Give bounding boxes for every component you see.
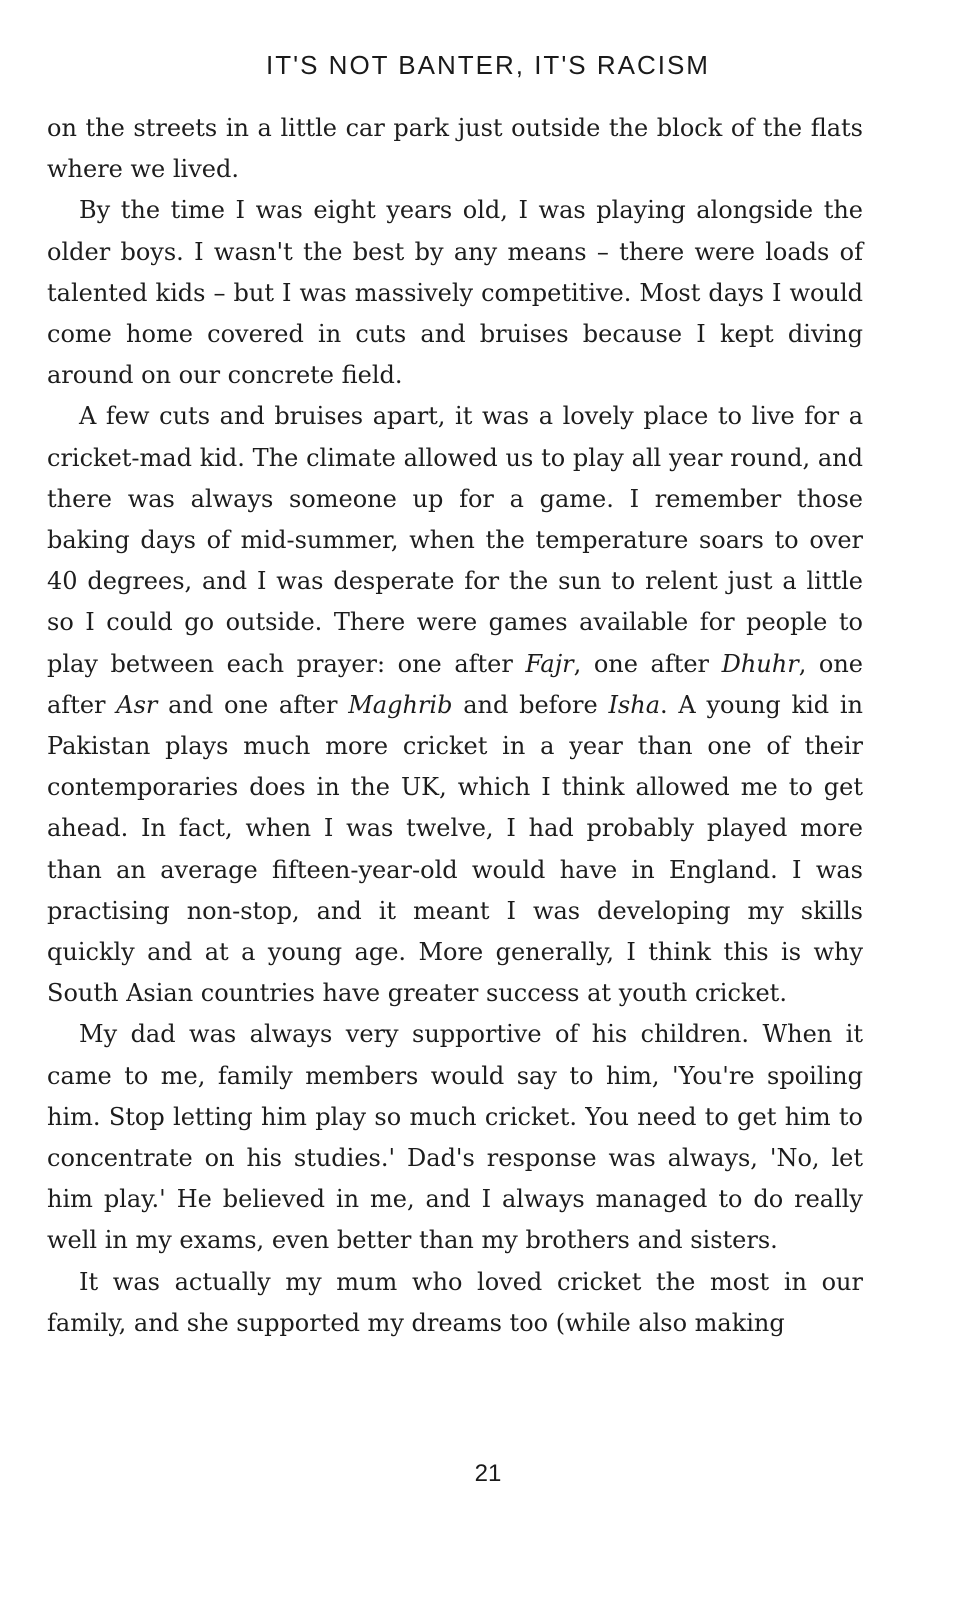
prayer-name-maghrib: Maghrib	[348, 690, 453, 719]
paragraph-3-text-e: and before	[452, 690, 609, 719]
paragraph-2: By the time I was eight years old, I was playing alongside the older boys. I wasn't the best by any means – there were loads of talented kids – but I was massively competitive. Most days I would come home covered in cuts and bruises because I kept diving around on our concrete field.	[47, 196, 863, 390]
page-number: 21	[474, 1460, 502, 1487]
prayer-name-dhuhr: Dhuhr	[721, 649, 799, 678]
body-text	[47, 108, 863, 1344]
prayer-name-isha: Isha	[608, 690, 660, 719]
paragraph-3-text-a: A few cuts and bruises apart, it was a lovely place to live for a cricket-mad kid. The climate allowed us to play all year round, and there was always someone up for a game. I remember those baking days of mid-summer, when the temperature soars to over 40 degrees, and I was desperate for the sun to relent just a little so I could go outside. There were games available for people to play between each prayer: one after	[47, 402, 863, 678]
prayer-name-asr: Asr	[116, 690, 158, 719]
paragraph-3-text-d: and one after	[157, 690, 349, 719]
paragraph-3-text-b: , one after	[573, 649, 722, 678]
paragraph-4: My dad was always very supportive of his children. When it came to me, family members would say to him, 'You're spoiling him. Stop letting him play so much cricket. You need to get him to concentrate on his studies.' Dad's response was always, 'No, let him play.' He believed in me, and I always managed to do really well in my exams, even better than my brothers and sisters.	[47, 1020, 863, 1255]
prayer-name-fajr: Fajr	[525, 649, 574, 678]
paragraph-5: It was actually my mum who loved cricket the most in our family, and she supported my dreams too (while also making	[47, 1267, 863, 1337]
paragraph-3	[47, 396, 863, 1014]
paragraph-3-text-c: , one after	[47, 649, 864, 719]
running-head: IT'S NOT BANTER, IT'S RACISM	[266, 50, 710, 80]
paragraph-3-text-f: . A young kid in Pakistan plays much more cricket in a year than one of their contemporaries does in the UK, which I think allowed me to get ahead. In fact, when I was twelve, I had probably played more than an average fifteen-year-old would have in England. I was practising non-stop, and it meant I was developing my skills quickly and at a young age. More generally, I think this is why South Asian countries have greater success at youth cricket.	[47, 690, 864, 1008]
paragraph-1: on the streets in a little car park just outside the block of the flats where we lived.	[47, 114, 863, 184]
